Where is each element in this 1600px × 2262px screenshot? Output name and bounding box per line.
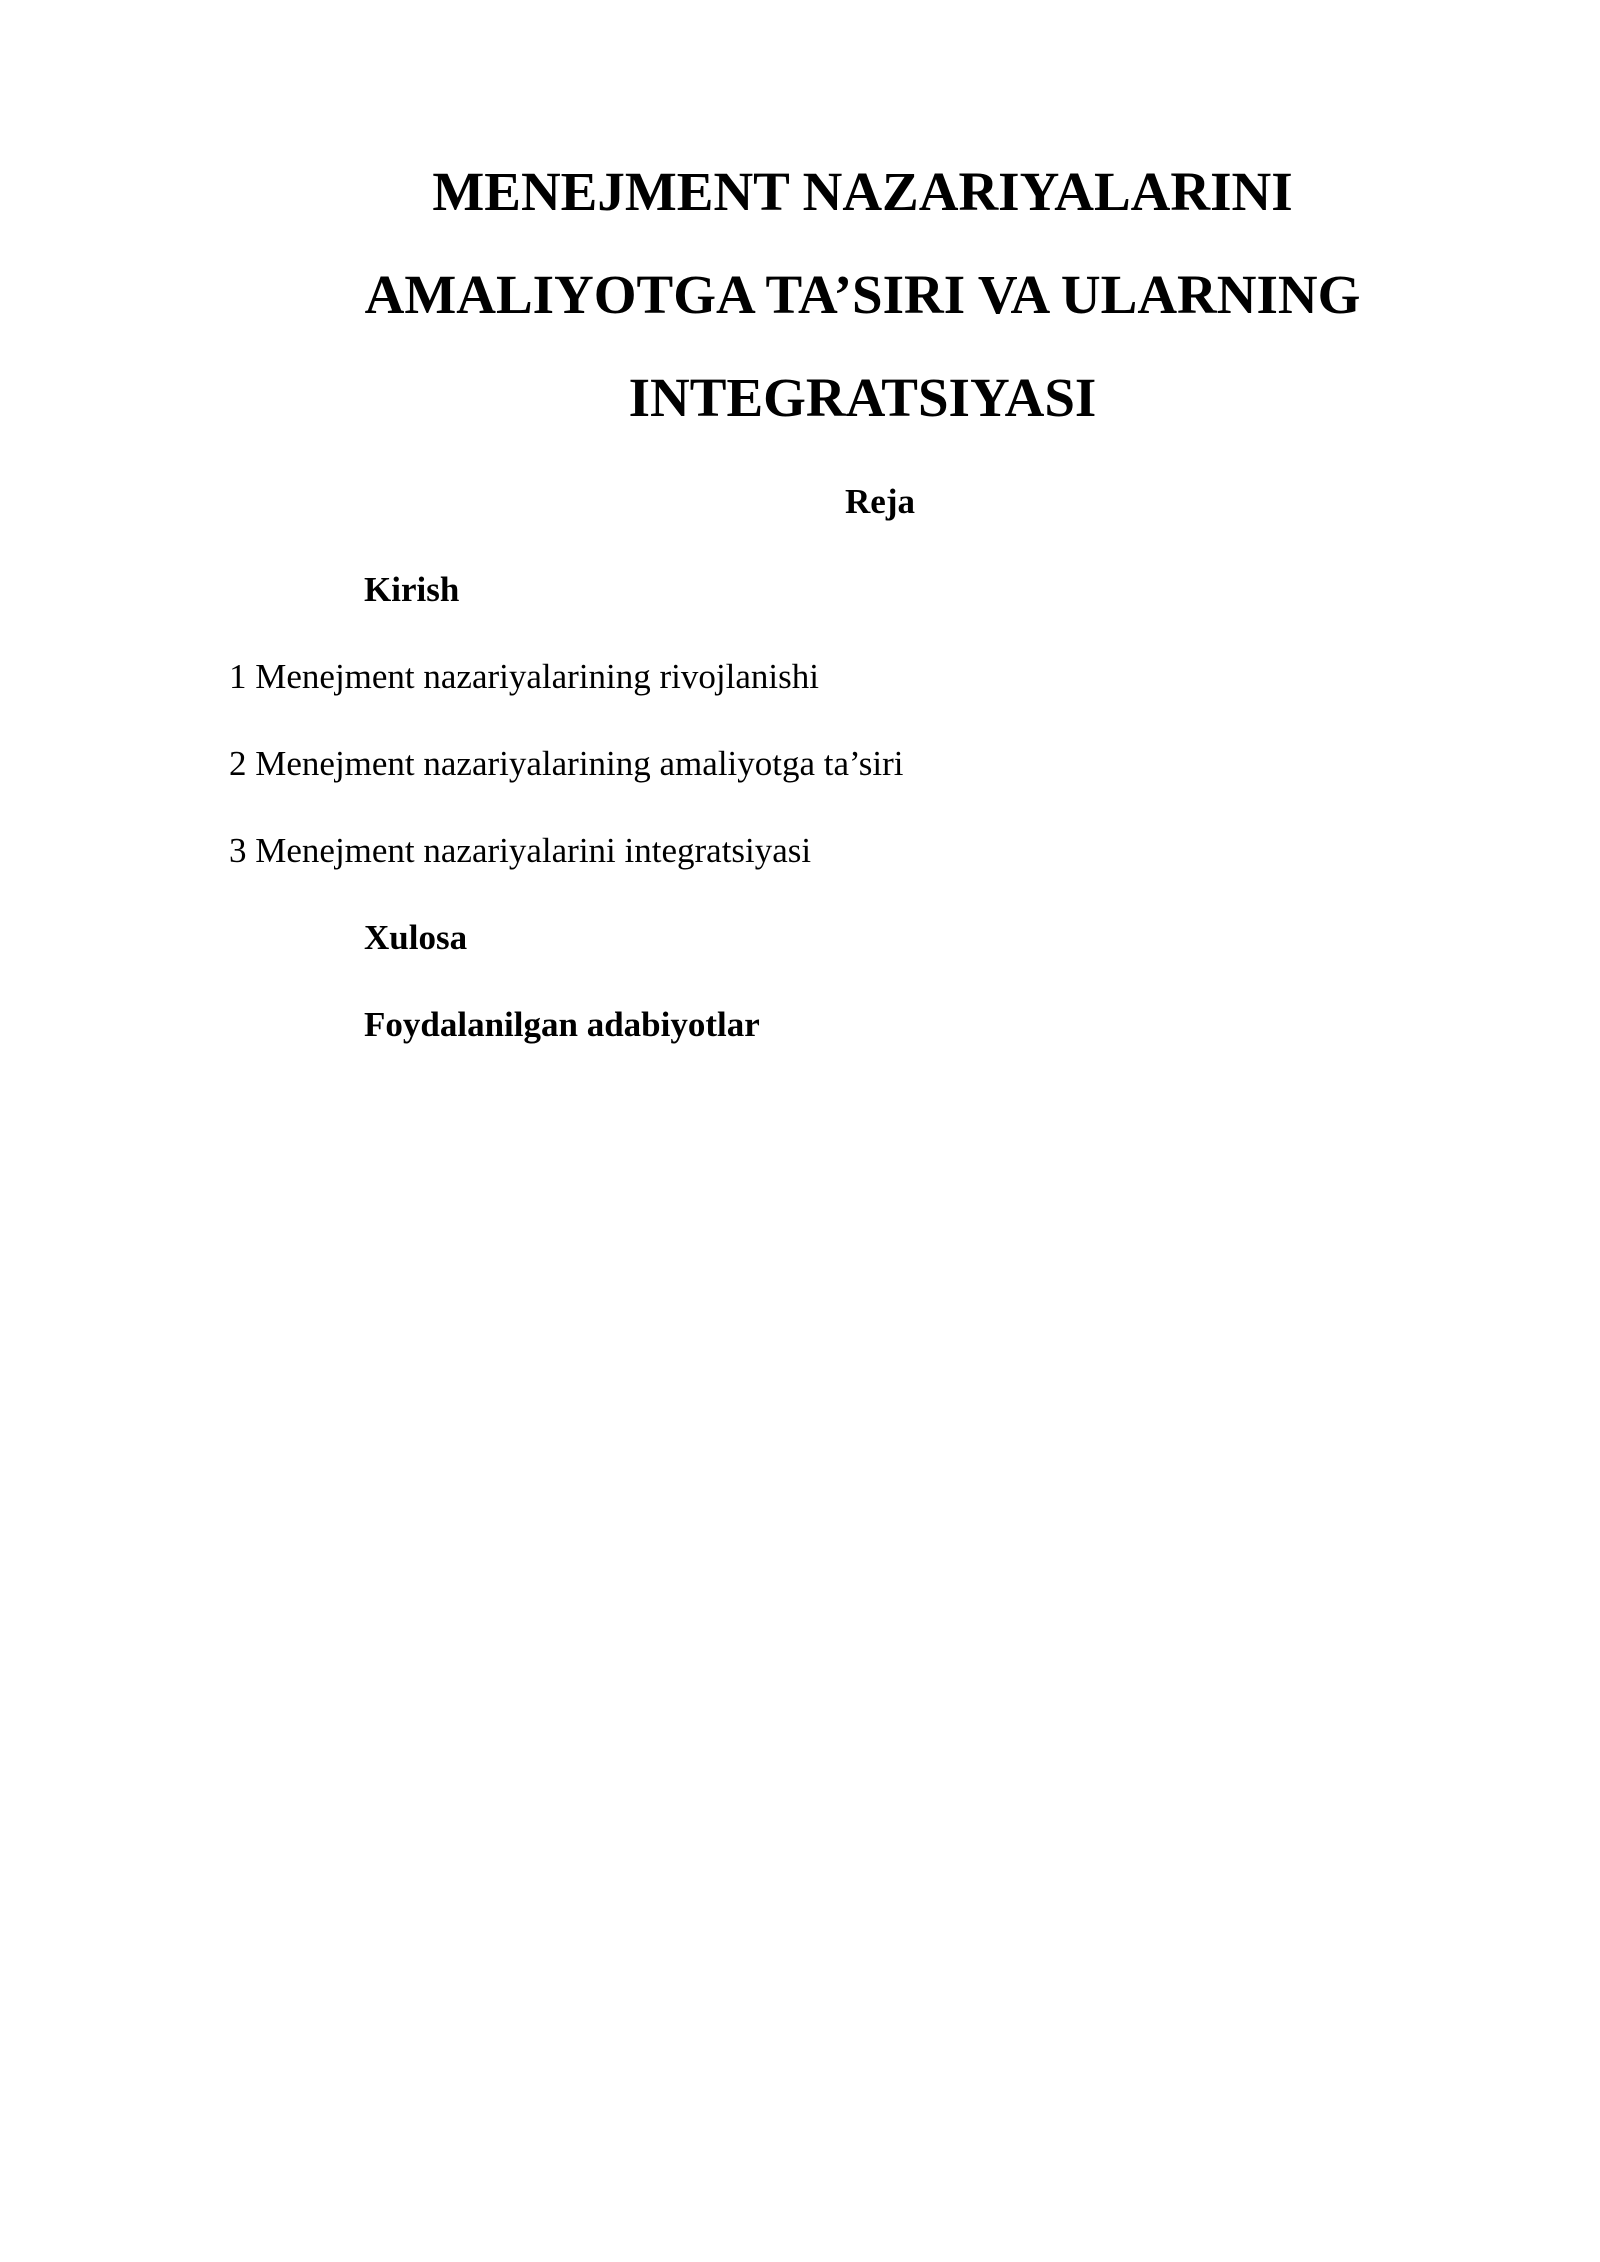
- toc-item-section-1: 1 Menejment nazariyalarining rivojlanishi: [229, 657, 819, 696]
- toc-item-references: Foydalanilgan adabiyotlar: [364, 1005, 760, 1044]
- toc-item-introduction: Kirish: [364, 570, 460, 609]
- title-line-1: MENEJMENT NAZARIYALARINI: [432, 161, 1293, 222]
- title-line-2: AMALIYOTGA TA’SIRI VA ULARNING: [364, 264, 1361, 325]
- plan-heading: Reja: [845, 482, 915, 521]
- document-title: [260, 140, 1465, 449]
- toc-item-section-3: 3 Menejment nazariyalarini integratsiyasi: [229, 831, 812, 870]
- toc-item-conclusion: Xulosa: [364, 918, 468, 957]
- toc-item-section-2: 2 Menejment nazariyalarining amaliyotga ta’siri: [229, 744, 904, 783]
- title-line-3: INTEGRATSIYASI: [628, 367, 1097, 428]
